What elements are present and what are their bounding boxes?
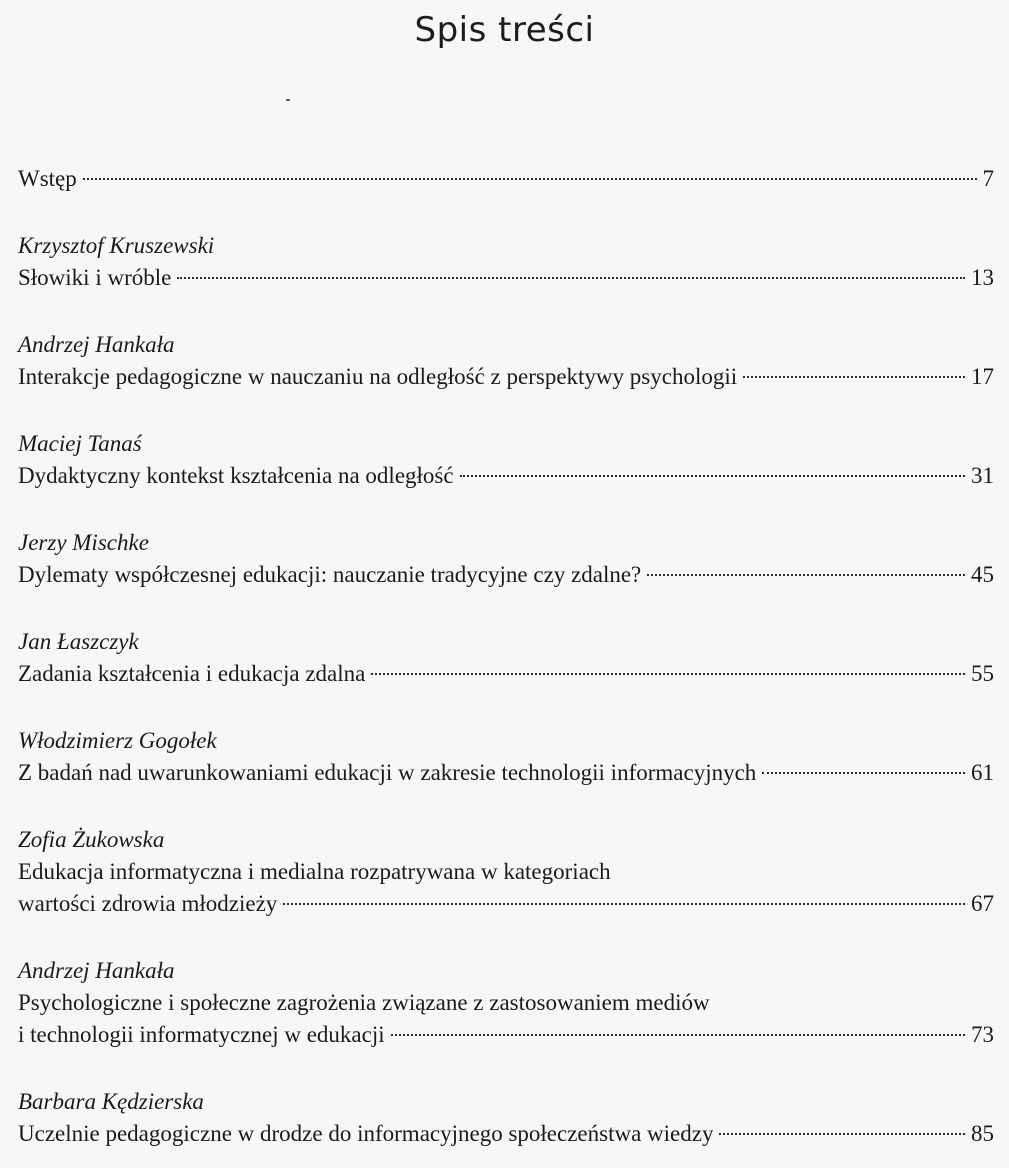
table-of-contents: [18, 163, 994, 1150]
entry-author: Andrzej Hankała: [18, 958, 175, 983]
toc-row: [18, 361, 994, 393]
toc-entry: [18, 1086, 994, 1150]
dot-leader: [719, 1133, 965, 1135]
entry-author: Barbara Kędzierska: [18, 1089, 204, 1114]
toc-entry: [18, 955, 994, 1051]
dot-leader: [647, 574, 965, 576]
toc-row: [18, 658, 994, 690]
entry-title-line: Psychologiczne i społeczne zagrożenia związane z zastosowaniem mediów: [18, 990, 710, 1015]
dot-leader: [371, 673, 965, 675]
page-number: 13: [971, 265, 994, 290]
toc-entry: [18, 428, 994, 492]
toc-entry: [18, 725, 994, 789]
toc-row: [18, 888, 994, 920]
entry-title: Słowiki i wróble: [18, 265, 172, 290]
toc-row: [18, 460, 994, 492]
page-number: 7: [982, 166, 994, 191]
dot-leader: [283, 903, 965, 905]
page-number: 45: [971, 562, 994, 587]
toc-entry: [18, 824, 994, 920]
dot-leader: [762, 772, 965, 774]
page-number: 61: [971, 760, 994, 785]
dot-leader: [83, 178, 977, 180]
toc-row: [18, 757, 994, 789]
entry-title: i technologii informatycznej w edukacji: [18, 1022, 385, 1047]
dot-leader: [460, 475, 965, 477]
page-number: 31: [971, 463, 994, 488]
entry-author: Włodzimierz Gogołek: [18, 728, 217, 753]
entry-author: Zofia Żukowska: [18, 827, 165, 852]
entry-title: Wstęp: [18, 166, 77, 191]
entry-title: Zadania kształcenia i edukacja zdalna: [18, 661, 366, 686]
toc-entry: [18, 163, 994, 195]
print-speck: [286, 99, 290, 101]
page-number: 85: [971, 1121, 994, 1146]
entry-author: Krzysztof Kruszewski: [18, 233, 215, 258]
entry-author: Andrzej Hankała: [18, 332, 175, 357]
dot-leader: [743, 376, 965, 378]
entry-title: Z badań nad uwarunkowaniami edukacji w zakresie technologii informacyjnych: [18, 760, 757, 785]
entry-title: Dylematy współczesnej edukacji: nauczanie tradycyjne czy zdalne?: [18, 562, 642, 587]
page-title: Spis treści: [414, 10, 595, 50]
entry-title: wartości zdrowia młodzieży: [18, 891, 278, 916]
entry-author: Jerzy Mischke: [18, 530, 149, 555]
entry-author: Maciej Tanaś: [18, 431, 142, 456]
toc-entry: [18, 329, 994, 393]
page-number: 73: [971, 1022, 994, 1047]
toc-row: [18, 1019, 994, 1051]
toc-entry: [18, 527, 994, 591]
entry-title: Dydaktyczny kontekst kształcenia na odległość: [18, 463, 454, 488]
dot-leader: [177, 277, 965, 279]
toc-row: [18, 559, 994, 591]
entry-author: Jan Łaszczyk: [18, 629, 139, 654]
page-number: 55: [971, 661, 994, 686]
entry-title: Uczelnie pedagogiczne w drodze do informacyjnego społeczeństwa wiedzy: [18, 1121, 714, 1146]
toc-row: [18, 262, 994, 294]
toc-row: [18, 1118, 994, 1150]
entry-title-line: Edukacja informatyczna i medialna rozpatrywana w kategoriach: [18, 859, 611, 884]
toc-entry: [18, 230, 994, 294]
toc-row: [18, 163, 994, 195]
page-number: 67: [971, 891, 994, 916]
entry-title: Interakcje pedagogiczne w nauczaniu na odległość z perspektywy psychologii: [18, 364, 738, 389]
page-number: 17: [971, 364, 994, 389]
dot-leader: [391, 1034, 965, 1036]
toc-entry: [18, 626, 994, 690]
